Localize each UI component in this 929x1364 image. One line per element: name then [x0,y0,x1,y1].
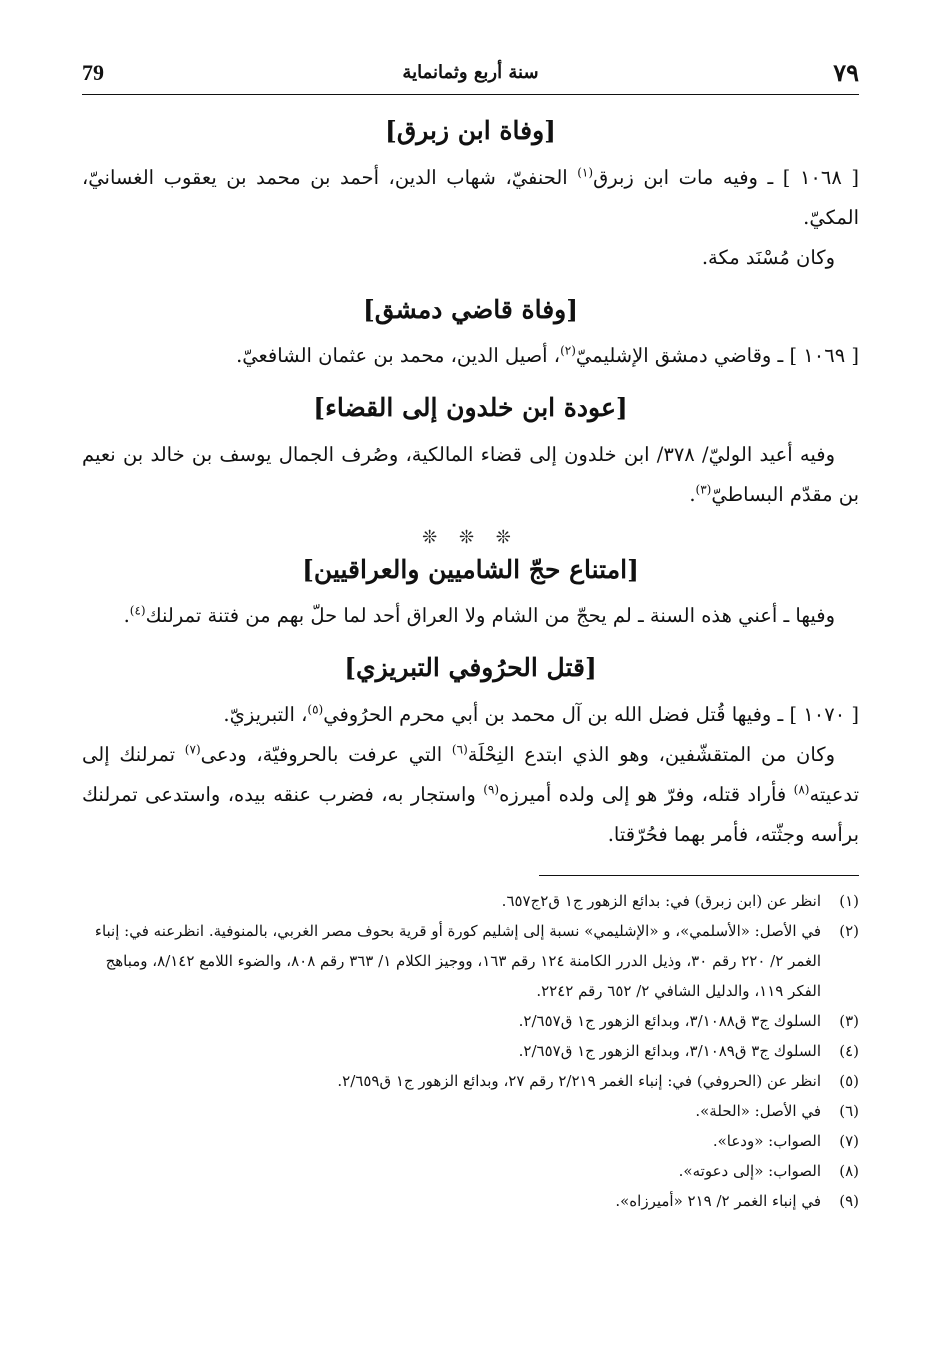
section-separator-stars: ❊ ❊ ❊ [422,526,519,548]
running-title: سنة أربع وثمانماية [402,62,539,83]
paragraph-text: ، أصيل الدين، محمد بن عثمان الشافعيّ. [236,344,561,367]
footnote-text: انظر عن (الحروفي) في: إنباء الغمر ٢/٢١٩ رقم ٢٧، وبدائع الزهور ج١ ق٢/٦٥٩. [337,1071,821,1090]
footnote-ref[interactable]: (٦) [451,742,468,756]
footnote-text: السلوك ج٣ ق٣/١٠٨٩، وبدائع الزهور ج١ ق٢/٦٥٧. [518,1041,821,1060]
paragraph-text: تمرلنك إلى تدعيته [82,742,859,806]
paragraph-text: فأراد قتله، وفرّ هو إلى ولده أميرزه [499,782,794,806]
entry-paragraph [82,695,859,735]
paragraph-text: الحنفيّ، شهاب الدين، أحمد بن محمد بن يعقوب الغسانيّ، المكيّ. [82,165,859,229]
footnote-item [82,1186,859,1216]
paragraph [82,735,859,855]
footnote-number: (٥) [839,1071,859,1090]
footnote-number: (٣) [839,1011,859,1030]
footnote-divider [539,875,859,876]
paragraph-text: . [689,482,696,506]
footnote-number: (٢) [839,921,859,940]
footnote-item [82,1006,859,1036]
section-heading: [وفاة قاضي دمشق] [362,294,579,324]
footnote-ref[interactable]: (١) [577,165,594,179]
footnote-number: (٧) [839,1131,859,1150]
section-heading: [امتناع حجّ الشاميين والعراقيين] [302,554,639,584]
footnote-text: في الأصل: «الأسلمي»، و «الإشليمي» نسبة إلى إشليم كورة أو قرية بحوف مصر الغربي، بالمنوفية. انظرعنه في: إنباء الغمر ٢/ ٢٢٠ رقم ٣٠، وذيل الدرر الكامنة ١٢٤ رقم ١٦٣، ووجيز الكلام ١/ ٣٦٣ رقم ٨٠٨، والضوء اللامع ٨/١٤٢، ومباهج الفكر ١١٩، والدليل الشافي ٢/ ٦٥٢ رقم ٢٢٤٢. [94,921,821,1000]
entry-number: [ ١٠٦٩ ] [789,344,859,367]
section-heading: [قتل الحرُوفي التبريزي] [344,653,597,682]
footnote-item [82,886,859,916]
paragraph: وكان مُسْنَد مكة. [701,245,835,269]
footnote-ref[interactable]: (٤) [129,603,146,618]
footnote-text: الصواب: «ودعا». [712,1131,821,1150]
paragraph-text: التي عرفت بالحروفيّة، ودعى [200,742,452,766]
entry-number: [ ١٠٧٠ ] [789,702,859,726]
footnote-number: (٩) [839,1191,859,1210]
section-heading: [عودة ابن خلدون إلى القضاء] [313,393,628,422]
footnote-number: (٤) [839,1041,859,1060]
footnote-item [82,1126,859,1156]
page-number-arabic: ٧٩ [833,58,859,87]
paragraph [82,596,859,636]
footnote-text: انظر عن (ابن زبرق) في: بدائع الزهور ج١ ق٢ج٦٥٧. [501,891,821,910]
footnote-ref[interactable]: (٣) [695,482,712,496]
footnote-number: (٨) [839,1161,859,1180]
paragraph [82,435,859,515]
footnote-item [82,916,859,1006]
footnote-ref[interactable]: (٧) [184,742,201,756]
footnote-ref[interactable]: (٢) [560,343,576,358]
page-header [82,56,859,95]
footnote-item [82,1096,859,1126]
paragraph-text: وكان من المتقشّفين، وهو الذي ابتدع النِحْلَة [467,742,836,766]
footnote-item [82,1066,859,1096]
footnote-number: (٦) [839,1101,859,1120]
paragraph-text: ـ وفيها قُتل فضل الله بن آل محمد بن أبي محرم الحرُوفي [323,702,784,726]
footnote-text: في الأصل: «الحلة». [695,1101,821,1120]
paragraph-text: وفيه أعيد الوليّ/ ٣٧٨/ ابن خلدون إلى قضاء المالكية، وصُرف الجمال يوسف بن خالد بن نعيم بن مقدّم البساطيّ [82,442,859,506]
entry-paragraph [82,158,859,238]
entry-paragraph [82,336,859,376]
entry-number: [ ١٠٦٨ ] [782,165,859,189]
footnote-ref[interactable]: (٩) [483,782,500,796]
footnote-number: (١) [839,891,859,910]
book-page [82,56,859,1344]
footnote-text: في إنباء الغمر ٢/ ٢١٩ «أميرزاه». [615,1191,821,1210]
paragraph-text: واستجار به، فضرب عنقه بيده، واستدعى تمرلنك برأسه وجثّته، فأمر بهما فحُرّقتا. [82,782,859,846]
section-heading: [وفاة ابن زبرق] [385,116,556,145]
paragraph-text: ـ وقاضي دمشق الإشليميّ [575,344,784,367]
footnote-item [82,1156,859,1186]
paragraph-text: ، التبريزيّ. [223,702,308,726]
paragraph-text: . [123,604,130,627]
paragraph-text: ـ وفيه مات ابن زبرق [593,165,774,189]
footnote-ref[interactable]: (٨) [793,782,810,796]
footnote-text: السلوك ج٣ ق٣/١٠٨٨، وبدائع الزهور ج١ ق٢/٦٥٧. [518,1011,821,1030]
footnote-item [82,1036,859,1066]
page-number-latin: 79 [82,60,104,85]
footnote-text: الصواب: «إلى دعوته». [678,1161,821,1180]
paragraph-text: وفيها ـ أعني هذه السنة ـ لم يحجّ من الشام ولا العراق أحد لما حلّ بهم من فتنة تمرلنك [145,604,835,627]
footnote-ref[interactable]: (٥) [307,702,324,716]
footnotes-list [82,886,859,1216]
